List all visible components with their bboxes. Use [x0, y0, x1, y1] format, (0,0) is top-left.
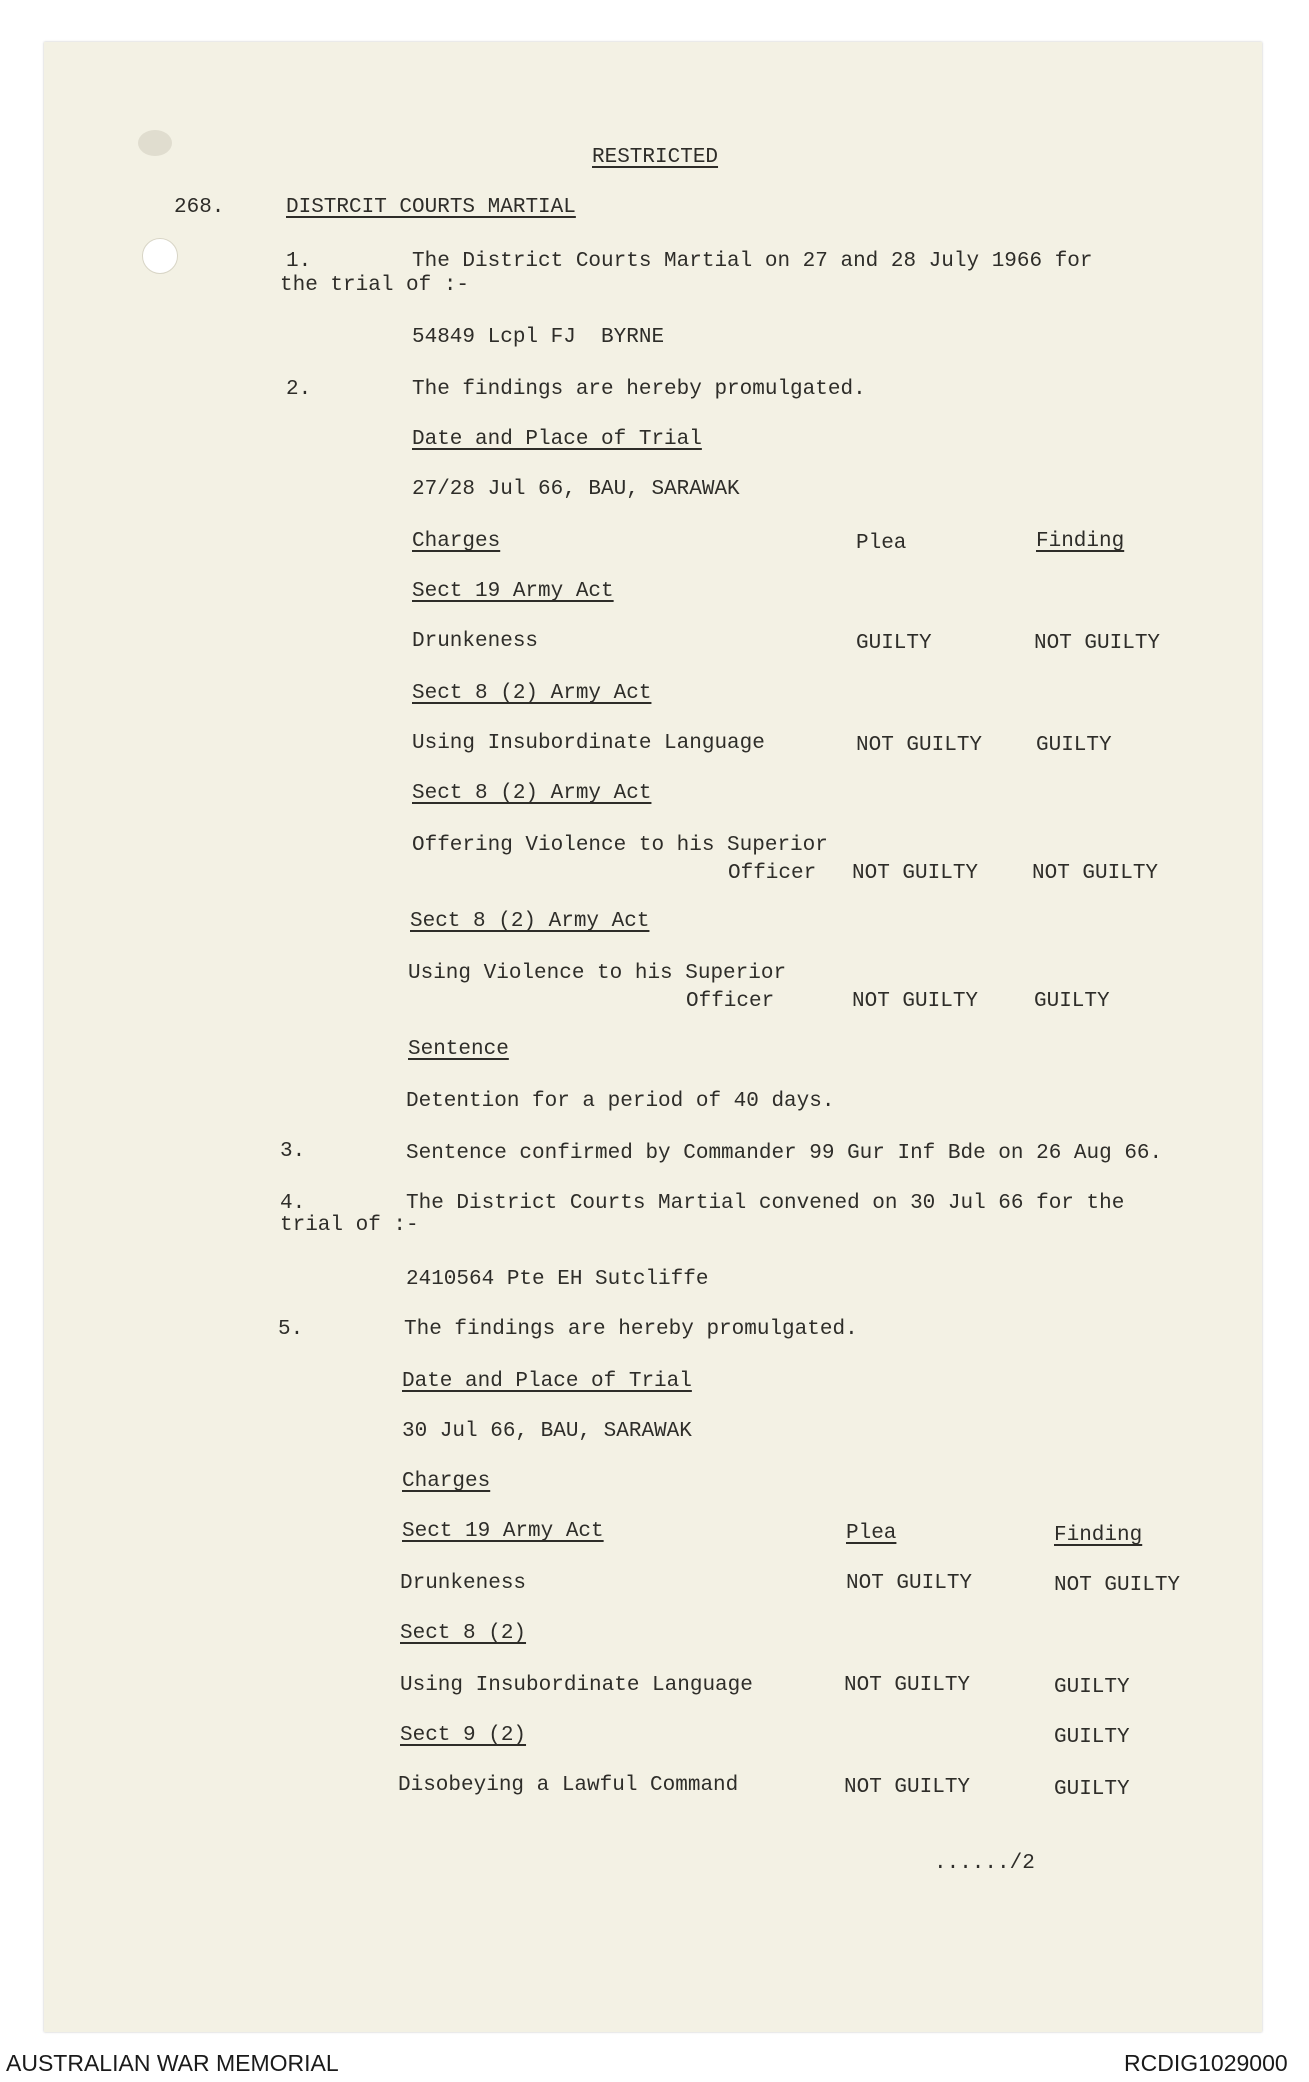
case1-charge1-plea: GUILTY: [856, 632, 932, 655]
case1-charge4-offence-cont: Officer: [686, 990, 775, 1013]
page-continuation: ....../2: [934, 1852, 1035, 1875]
case1-finding-heading: Finding: [1036, 530, 1125, 553]
case1-charge2-section: Sect 8 (2) Army Act: [412, 682, 652, 705]
para4-number: 4.: [280, 1192, 306, 1215]
case2-charge3-offence: Disobeying a Lawful Command: [398, 1774, 739, 1797]
case1-charge2-plea: NOT GUILTY: [856, 734, 983, 757]
document-title: DISTRCIT COURTS MARTIAL: [286, 196, 576, 219]
case1-charge3-finding: NOT GUILTY: [1032, 862, 1159, 885]
case1-plea-heading: Plea: [856, 532, 907, 555]
para3-text: Sentence confirmed by Commander 99 Gur Inf Bde on 26 Aug 66.: [406, 1142, 1163, 1165]
case2-charge3-plea: NOT GUILTY: [844, 1776, 971, 1799]
case2-accused: 2410564 Pte EH Sutcliffe: [406, 1268, 709, 1291]
case1-charge1-finding: NOT GUILTY: [1034, 632, 1161, 655]
case2-finding-heading: Finding: [1054, 1524, 1143, 1547]
classification-heading: RESTRICTED: [592, 146, 719, 169]
case1-sentence: Detention for a period of 40 days.: [406, 1090, 835, 1113]
case1-charge2-offence: Using Insubordinate Language: [412, 732, 765, 755]
para3-number: 3.: [280, 1140, 306, 1163]
item-number: 268.: [174, 196, 225, 219]
case2-extra-finding: GUILTY: [1054, 1726, 1130, 1749]
case1-charge3-offence-cont: Officer: [728, 862, 817, 885]
case2-charge1-plea: NOT GUILTY: [846, 1572, 973, 1595]
para2-text: The findings are hereby promulgated.: [412, 378, 866, 401]
para5-number: 5.: [278, 1318, 304, 1341]
case2-charge1-section: Sect 19 Army Act: [402, 1520, 604, 1543]
case1-accused: 54849 Lcpl FJ BYRNE: [412, 326, 665, 349]
case1-charge1-section: Sect 19 Army Act: [412, 580, 614, 603]
case2-charge2-plea: NOT GUILTY: [844, 1674, 971, 1697]
case2-charge2-offence: Using Insubordinate Language: [400, 1674, 753, 1697]
para1-continuation: the trial of :-: [280, 274, 470, 297]
case2-charge1-finding: NOT GUILTY: [1054, 1574, 1181, 1597]
para4-text: The District Courts Martial convened on 30 Jul 66 for the: [406, 1192, 1125, 1215]
case2-date-place: 30 Jul 66, BAU, SARAWAK: [402, 1420, 692, 1443]
case1-charge3-plea: NOT GUILTY: [852, 862, 979, 885]
case1-charge3-offence: Offering Violence to his Superior: [412, 834, 828, 857]
para4-continuation: trial of :-: [280, 1214, 419, 1237]
case2-charge3-section: Sect 9 (2): [400, 1724, 527, 1747]
case2-charges-heading: Charges: [402, 1470, 491, 1493]
case1-charge2-finding: GUILTY: [1036, 734, 1112, 757]
case1-charge4-finding: GUILTY: [1034, 990, 1110, 1013]
case1-charge3-section: Sect 8 (2) Army Act: [412, 782, 652, 805]
punch-hole: [142, 238, 178, 274]
case1-charges-heading: Charges: [412, 530, 501, 553]
para1-number: 1.: [286, 250, 312, 273]
case2-date-place-heading: Date and Place of Trial: [402, 1370, 692, 1393]
case2-charge2-section: Sect 8 (2): [400, 1622, 527, 1645]
para5-text: The findings are hereby promulgated.: [404, 1318, 858, 1341]
case2-charge2-finding: GUILTY: [1054, 1676, 1130, 1699]
para2-number: 2.: [286, 378, 312, 401]
case1-charge4-offence: Using Violence to his Superior: [408, 962, 787, 985]
record-id: RCDIG1029000: [1124, 2050, 1288, 2076]
case2-plea-heading: Plea: [846, 1522, 897, 1545]
institution-label: AUSTRALIAN WAR MEMORIAL: [6, 2050, 339, 2076]
case1-sentence-heading: Sentence: [408, 1038, 509, 1061]
case1-charge4-section: Sect 8 (2) Army Act: [410, 910, 650, 933]
para1-text: The District Courts Martial on 27 and 28 July 1966 for: [412, 250, 1093, 273]
case1-charge1-offence: Drunkeness: [412, 630, 539, 653]
case2-charge1-offence: Drunkeness: [400, 1572, 527, 1595]
case1-charge4-plea: NOT GUILTY: [852, 990, 979, 1013]
case2-charge3-finding: GUILTY: [1054, 1778, 1130, 1801]
stain-mark: [138, 130, 172, 156]
case1-date-place-heading: Date and Place of Trial: [412, 428, 702, 451]
case1-date-place: 27/28 Jul 66, BAU, SARAWAK: [412, 478, 740, 501]
